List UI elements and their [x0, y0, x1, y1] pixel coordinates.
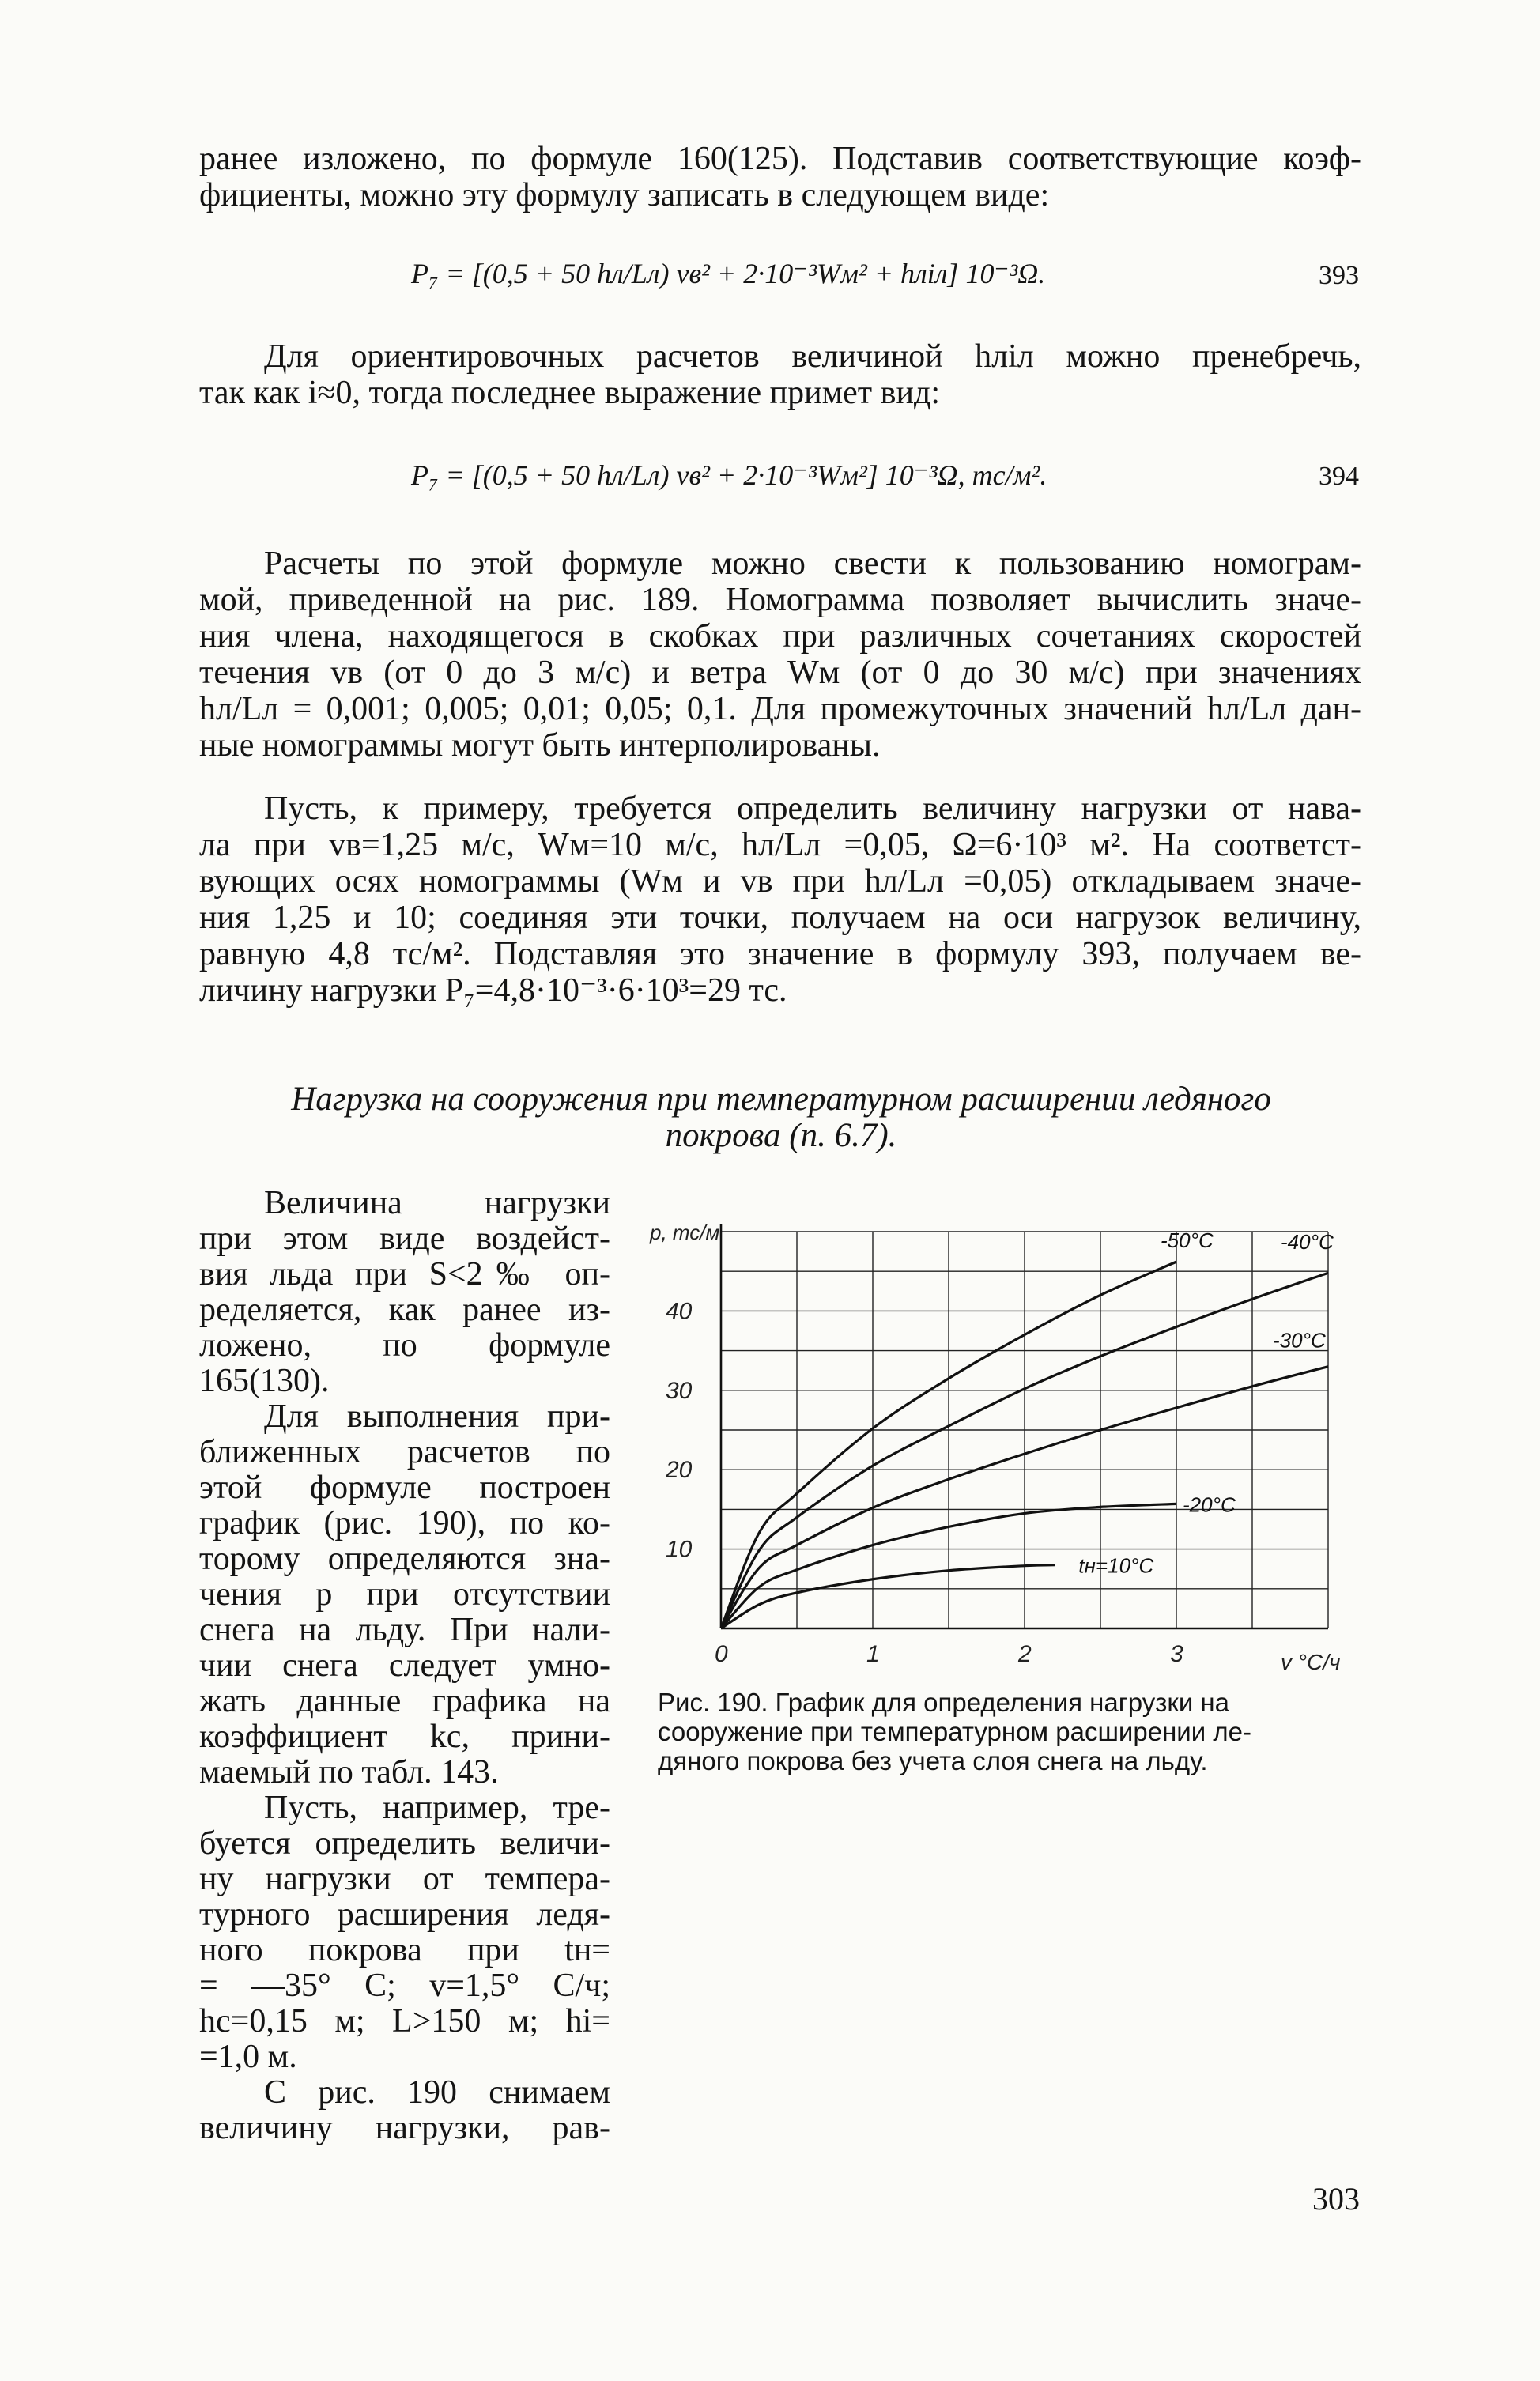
column-text-line: = —35° C; v=1,5° C/ч; [199, 1968, 610, 2004]
column-text-line: маемый по табл. 143. [199, 1754, 499, 1790]
y-tick-label: 40 [666, 1298, 693, 1325]
column-text-line: ближенных расчетов по [199, 1434, 610, 1470]
text-line: ния члена, находящегося в скобках при различных сочетаниях скоростей [199, 618, 1361, 655]
section-heading [198, 1081, 1364, 1154]
column-text-line: торому определяются зна- [199, 1541, 610, 1577]
column-text-line: буется определить величи- [199, 1825, 610, 1862]
y-tick-label: 10 [666, 1536, 693, 1563]
text-line: hл/Lл = 0,001; 0,005; 0,01; 0,05; 0,1. Для промежуточных значений hл/Lл дан- [199, 691, 1361, 727]
paragraph-nomogram [199, 545, 1361, 764]
column-text-line: турного расширения ледя- [199, 1896, 610, 1933]
text-line: мой, приведенной на рис. 189. Номограмма позволяет вычислить значе- [199, 582, 1361, 618]
y-tick-label: 30 [666, 1377, 693, 1404]
column-text-line: вия льда при S<2‰ оп- [199, 1256, 610, 1292]
column-text-line: ного покрова при tн= [199, 1932, 610, 1968]
chart-labels [649, 1221, 1340, 1674]
column-text-line: величину нагрузки, рав- [199, 2110, 610, 2146]
series-label: -20°C [1183, 1492, 1236, 1517]
caption-line: сооружение при температурном расширении ле- [658, 1717, 1251, 1746]
column-text-line: 165(130). [199, 1363, 330, 1399]
column-text-line: чения p при отсутствии [199, 1576, 610, 1613]
column-text-line: чии снега следует умно- [199, 1647, 610, 1684]
y-axis-label: p, тс/м [650, 1221, 720, 1244]
x-tick-label: 2 [1018, 1641, 1032, 1667]
left-column-text [199, 1186, 610, 2146]
column-text-line: ложено, по формуле [199, 1327, 610, 1364]
heading-line: покрова (п. 6.7). [665, 1117, 897, 1154]
text-line: ла при vв=1,25 м/с, Wм=10 м/с, hл/Lл =0,05, Ω=6·10³ м². На соответст- [199, 827, 1361, 863]
formula-394: P₇ = [(0,5 + 50 hл/Lл) vв² + 2·10⁻³Wм²] 10⁻³Ω, тс/м². [411, 459, 1047, 491]
series-curve [721, 1565, 1055, 1628]
column-text-line: ну нагрузки от темпера- [199, 1861, 610, 1897]
column-text-line: hс=0,15 м; L>150 м; hi= [199, 2003, 610, 2040]
text-line: вующих осях номограммы (Wм и vв при hл/Lл =0,05) откладываем значе- [199, 863, 1361, 900]
series-label: -30°C [1273, 1328, 1326, 1353]
column-text-line: при этом виде воздейст- [199, 1221, 610, 1257]
column-text-line: снега на льду. При нали- [199, 1612, 610, 1648]
column-text-line: жать данные графика на [199, 1683, 610, 1719]
column-text-line: С рис. 190 снимаем [264, 2074, 610, 2111]
text-line: течения vв (от 0 до 3 м/с) и ветра Wм (от 0 до 30 м/с) при значениях [199, 655, 1361, 691]
formula-393: P₇ = [(0,5 + 50 hл/Lл) vв² + 2·10⁻³Wм² + hлiл] 10⁻³Ω. [411, 258, 1046, 289]
column-text-line: Для выполнения при- [264, 1398, 610, 1435]
series-label: -40°C [1281, 1230, 1334, 1255]
paragraph-approx [199, 338, 1361, 411]
x-tick-label: 1 [866, 1641, 880, 1667]
series-label: tн=10°C [1078, 1553, 1154, 1578]
y-tick-label: 20 [666, 1457, 693, 1484]
column-text-line: Пусть, например, тре- [264, 1790, 610, 1826]
heading-line: Нагрузка на сооружения при температурном расширении ледяного [291, 1081, 1271, 1118]
text-line: личину нагрузки P₇=4,8·10⁻³·6·10³=29 тс. [199, 972, 787, 1009]
column-text-line: коэффициент kс, прини- [199, 1719, 610, 1755]
page-number: 303 [1312, 2181, 1360, 2217]
text-line: равную 4,8 тс/м². Подставляя это значение в формулу 393, получаем ве- [199, 936, 1361, 972]
caption-line: Рис. 190. График для определения нагрузки на [658, 1688, 1230, 1717]
paragraph-intro [199, 141, 1361, 213]
column-text-line: график (рис. 190), по ко- [199, 1505, 610, 1541]
series-label: -50°C [1161, 1228, 1214, 1253]
text-line: фициенты, можно эту формулу записать в следующем виде: [199, 177, 1050, 213]
figure-caption [658, 1688, 1368, 1775]
text-line: так как i≈0, тогда последнее выражение примет вид: [199, 375, 941, 411]
paragraph-example [199, 791, 1361, 1009]
column-text-line: этой формуле построен [199, 1470, 610, 1506]
column-text-line: Величина нагрузки [264, 1185, 610, 1221]
text-line: ные номограммы могут быть интерполированы. [199, 727, 881, 764]
chart-grid [721, 1232, 1328, 1628]
column-text-line: ределяется, как ранее из- [199, 1292, 610, 1328]
equation-number-393: 393 [1319, 261, 1359, 290]
text-line: ния 1,25 и 10; соединяя эти точки, получаем на оси нагрузок величину, [199, 900, 1361, 936]
text-line: Расчеты по этой формуле можно свести к пользованию номограм- [264, 545, 1361, 582]
column-text-line: =1,0 м. [199, 2039, 297, 2075]
x-tick-label: 3 [1170, 1641, 1183, 1667]
equation-number-394: 394 [1319, 462, 1359, 491]
figure-190-chart [632, 1186, 1360, 1676]
text-line: Для ориентировочных расчетов величиной hлiл можно пренебречь, [264, 338, 1361, 375]
x-tick-label: 0 [715, 1641, 728, 1667]
text-line: Пусть, к примеру, требуется определить величину нагрузки от нава- [264, 791, 1361, 827]
x-axis-label: v °C/ч [1281, 1650, 1341, 1674]
text-line: ранее изложено, по формуле 160(125). Подставив соответствующие коэф- [199, 141, 1361, 177]
caption-line: дяного покрова без учета слоя снега на льду. [658, 1746, 1208, 1775]
